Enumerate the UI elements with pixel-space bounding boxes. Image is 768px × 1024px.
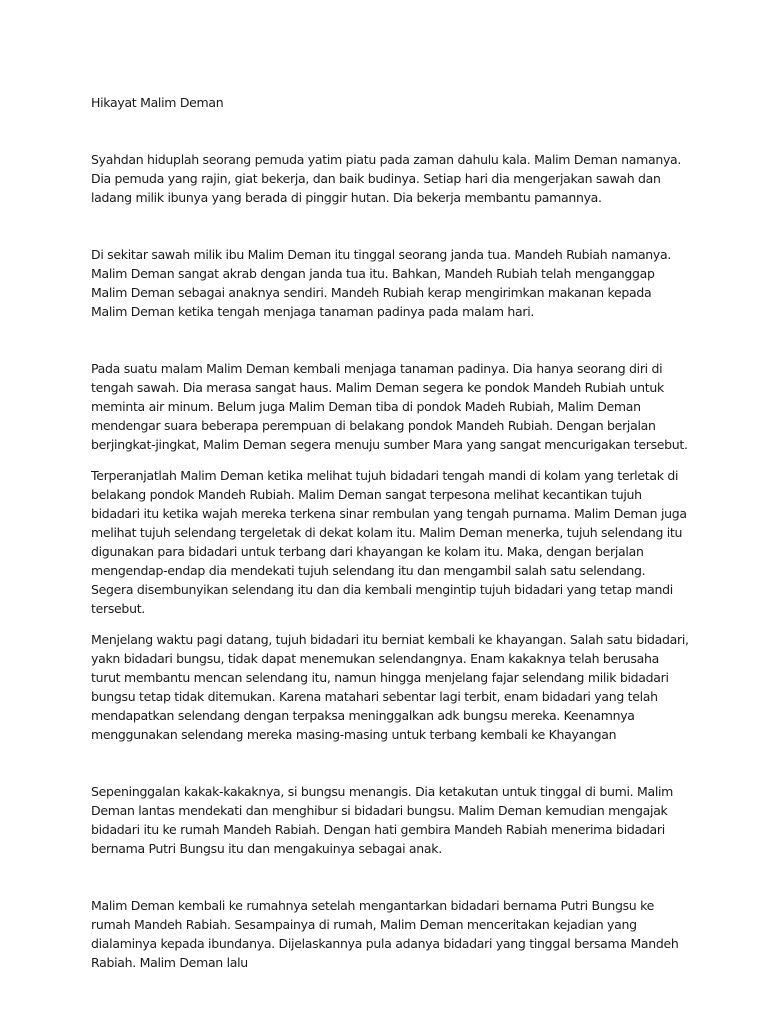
paragraph-7: Malim Deman kembali ke rumahnya setelah mengantarkan bidadari bernama Putri Bungsu ke rumah Mandeh Rabiah. Sesampainya di rumah, Malim Deman menceritakan kejadian yang dialaminya kepada ibundanya. Dijelaskannya pula adanya bidadari yang tinggal bersama Mandeh Rabiah. Malim Deman lalu (91, 898, 679, 970)
paragraph-4: Terperanjatlah Malim Deman ketika melihat tujuh bidadari tengah mandi di kolam yang terletak di belakang pondok Mandeh Rubiah. Malim Deman sangat terpesona melihat kecantikan tujuh bidadari itu ketika wajah mereka terkena sinar rembulan yang tengah purnama. Malim Deman juga melihat tujuh selendang tergeletak di dekat kolam itu. Malim Deman menerka, tujuh selendang itu digunakan para bidadari untuk terbang dari khayangan ke kolam itu. Maka, dengan berjalan mengendap-endap dia mendekati tujuh selendang itu dan mengambil salah satu selendang. Segera disembunyikan selendang itu dan dia kembali mengintip tujuh bidadari yang tetap mandi tersebut. (91, 468, 687, 616)
paragraph-6: Sepeninggalan kakak-kakaknya, si bungsu menangis. Dia ketakutan untuk tinggal di bumi. Malim Deman lantas mendekati dan menghibur si bidadari bungsu. Malim Deman kemudian mengajak bidadari itu ke rumah Mandeh Rabiah. Dengan hati gembira Mandeh Rabiah menerima bidadari bernama Putri Bungsu itu dan mengakuinya sebagai anak. (91, 784, 674, 856)
document-body (91, 93, 691, 972)
paragraph-3: Pada suatu malam Malim Deman kembali menjaga tanaman padinya. Dia hanya seorang diri di tengah sawah. Dia merasa sangat haus. Malim Deman segera ke pondok Mandeh Rubiah untuk meminta air minum. Belum juga Malim Deman tiba di pondok Madeh Rubiah, Malim Deman mendengar suara beberapa perempuan di belakang pondok Mandeh Rubiah. Dengan berjalan berjingkat-jingkat, Malim Deman segera menuju sumber Mara yang sangat mencurigakan tersebut. (91, 361, 688, 452)
document-title: Hikayat Malim Deman (91, 95, 224, 110)
paragraph-1: Syahdan hiduplah seorang pemuda yatim piatu pada zaman dahulu kala. Malim Deman namanya. Dia pemuda yang rajin, giat bekerja, dan baik budinya. Setiap hari dia mengerjakan sawah dan ladang milik ibunya yang berada di pinggir hutan. Dia bekerja membantu pamannya. (91, 152, 682, 205)
paragraph-2: Di sekitar sawah milik ibu Malim Deman itu tinggal seorang janda tua. Mandeh Rubiah namanya. Malim Deman sangat akrab dengan janda tua itu. Bahkan, Mandeh Rubiah telah menganggap Malim Deman sebagai anaknya sendiri. Mandeh Rubiah kerap mengirimkan makanan kepada Malim Deman ketika tengah menjaga tanaman padinya pada malam hari. (91, 247, 672, 319)
paragraph-5: Menjelang waktu pagi datang, tujuh bidadari itu berniat kembali ke khayangan. Salah satu bidadari, yakn bidadari bungsu, tidak dapat menemukan selendangnya. Enam kakaknya telah berusaha turut membantu mencan selendang itu, namun hingga menjelang fajar selendang milik bidadari bungsu tetap tidak ditemukan. Karena matahari sebentar lagi terbit, enam bidadari yang telah mendapatkan selendang dengan terpaksa meninggalkan adk bungsu mereka. Keenamnya menggunakan selendang mereka masing-masing untuk terbang kembali ke Khayangan (91, 632, 689, 742)
